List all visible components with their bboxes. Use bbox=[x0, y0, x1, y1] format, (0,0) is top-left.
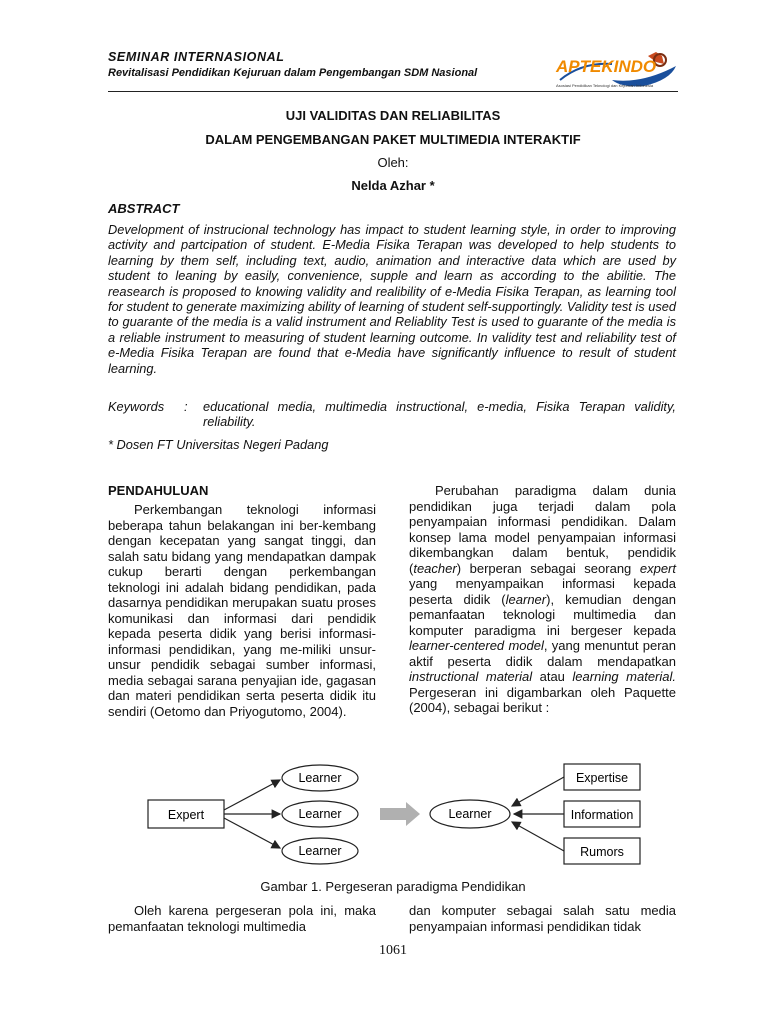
continuation-paragraph-right: dan komputer sebagai salah satu media penyampaian informasi pendidikan tidak bbox=[409, 903, 676, 934]
intro-paragraph-1: Perkembangan teknologi informasi beberapa tahun belakangan ini ber-kembang dengan kecepatan yang sangat tinggi, dan salah satu bidang yang mendapatkan dampak cukup berarti dengan perkembangan teknologi ini adalah bidang pendidikan, pada dasarnya pendidikan merupakan suatu proses komunikasi dan informasi dari pendidik kepada peserta didik yang berisi informasi-informasi pendidikan, yang me-miliki unsur-unsur pendidik sebagai sumber informasi, media sebagai sarana penyajian ide, gagasan dan materi pendidikan serta peserta didik itu sendiri (Oetomo dan Priyogutomo, 2004). bbox=[108, 502, 376, 719]
expertise-label: Expertise bbox=[575, 771, 629, 785]
keywords-colon: : bbox=[184, 399, 188, 414]
rumors-label: Rumors bbox=[580, 845, 624, 859]
author-affiliation: * Dosen FT Universitas Negeri Padang bbox=[108, 437, 329, 452]
seminar-subtitle: Revitalisasi Pendidikan Kejuruan dalam Pengembangan SDM Nasional bbox=[108, 67, 478, 79]
paper-title-line2: DALAM PENGEMBANGAN PAKET MULTIMEDIA INTERAKTIF bbox=[205, 132, 581, 147]
expert-label: Expert bbox=[167, 808, 205, 822]
paper-title-line1: UJI VALIDITAS DAN RELIABILITAS bbox=[285, 108, 501, 123]
by-label: Oleh: bbox=[377, 155, 409, 170]
learner-center-label: Learner bbox=[448, 807, 492, 821]
keywords-label: Keywords bbox=[108, 399, 165, 414]
continuation-column-right bbox=[409, 903, 676, 934]
arrow-expertise-learner bbox=[512, 777, 564, 806]
paradigm-shift-diagram bbox=[140, 756, 660, 868]
section-heading-pendahuluan: PENDAHULUAN bbox=[108, 483, 209, 498]
abstract-body: Development of instrucional technology has impact to student learning style, in order to improving activity and partcipation of student. E-Media Fisika Terapan was developed to help students to learning by them self, including text, audio, animation and interactive data which are used by student to leaning by easily, convenience, supple and learn as according to the abilitie. The reasearch is proposed to knowing validity and realibility of e-Media Fisika Terapan, as learning tool for student to generate maximizing ability of learning of student self-supportingly. Validity test is used to guarante of the media is a valid instrument and Reliablity Test is used to guarante of the media is a reliable instrument to measuring of student learning outcome. In validity test and reliability test of e-Media Fisika Terapan are found that e-Media have significantly influence to result of student learning. bbox=[108, 222, 676, 376]
seminar-title: SEMINAR INTERNASIONAL bbox=[108, 50, 285, 64]
learner-mid-label: Learner bbox=[298, 807, 342, 821]
intro-paragraph-2: Perubahan paradigma dalam dunia pendidikan juga terjadi dalam pola penyampaian informasi pendidikan. Dalam konsep lama model penyampaian informasi dikembangkan dalam bentuk, pendidik (teacher) berperan sebagai seorang expert yang menyampaikan informasi kepada peserta didik (learner), kemudian dengan pemanfaatan teknologi multimedia dan komputer paradigma ini bergeser kepada learner-centered model, yang menuntut peran aktif peserta didik dalam mendapatkan instructional material atau learning material. Pergeseran ini digambarkan oleh Paquette (2004), sebagai berikut : bbox=[409, 483, 677, 715]
learner-bot-label: Learner bbox=[298, 844, 342, 858]
intro-column-left bbox=[108, 502, 376, 719]
aptekindo-logo bbox=[552, 50, 680, 90]
arrow-rumors-learner bbox=[512, 822, 564, 851]
logo-tagline: Asosiasi Pendidikan Teknologi dan Kejuruan Indonesia bbox=[556, 83, 654, 88]
page-number: 1061 bbox=[379, 943, 407, 958]
arrow-expert-learner-top bbox=[224, 780, 280, 810]
continuation-column-left bbox=[108, 903, 376, 934]
arrow-expert-learner-bot bbox=[224, 818, 280, 848]
intro-column-right bbox=[409, 483, 676, 716]
continuation-paragraph-left: Oleh karena pergeseran pola ini, maka pemanfaatan teknologi multimedia bbox=[108, 903, 376, 934]
keywords-list: educational media, multimedia instructional, e-media, Fisika Terapan validity, reliability. bbox=[203, 399, 676, 430]
header-rule bbox=[108, 91, 678, 92]
figure-caption: Gambar 1. Pergeseran paradigma Pendidikan bbox=[260, 879, 526, 894]
author-name: Nelda Azhar * bbox=[351, 178, 435, 193]
logo-text: APTEKINDO bbox=[556, 57, 657, 76]
information-label: Information bbox=[570, 808, 634, 822]
paradigm-shift-arrow bbox=[380, 802, 420, 826]
abstract-heading: ABSTRACT bbox=[108, 201, 180, 216]
learner-top-label: Learner bbox=[298, 771, 342, 785]
